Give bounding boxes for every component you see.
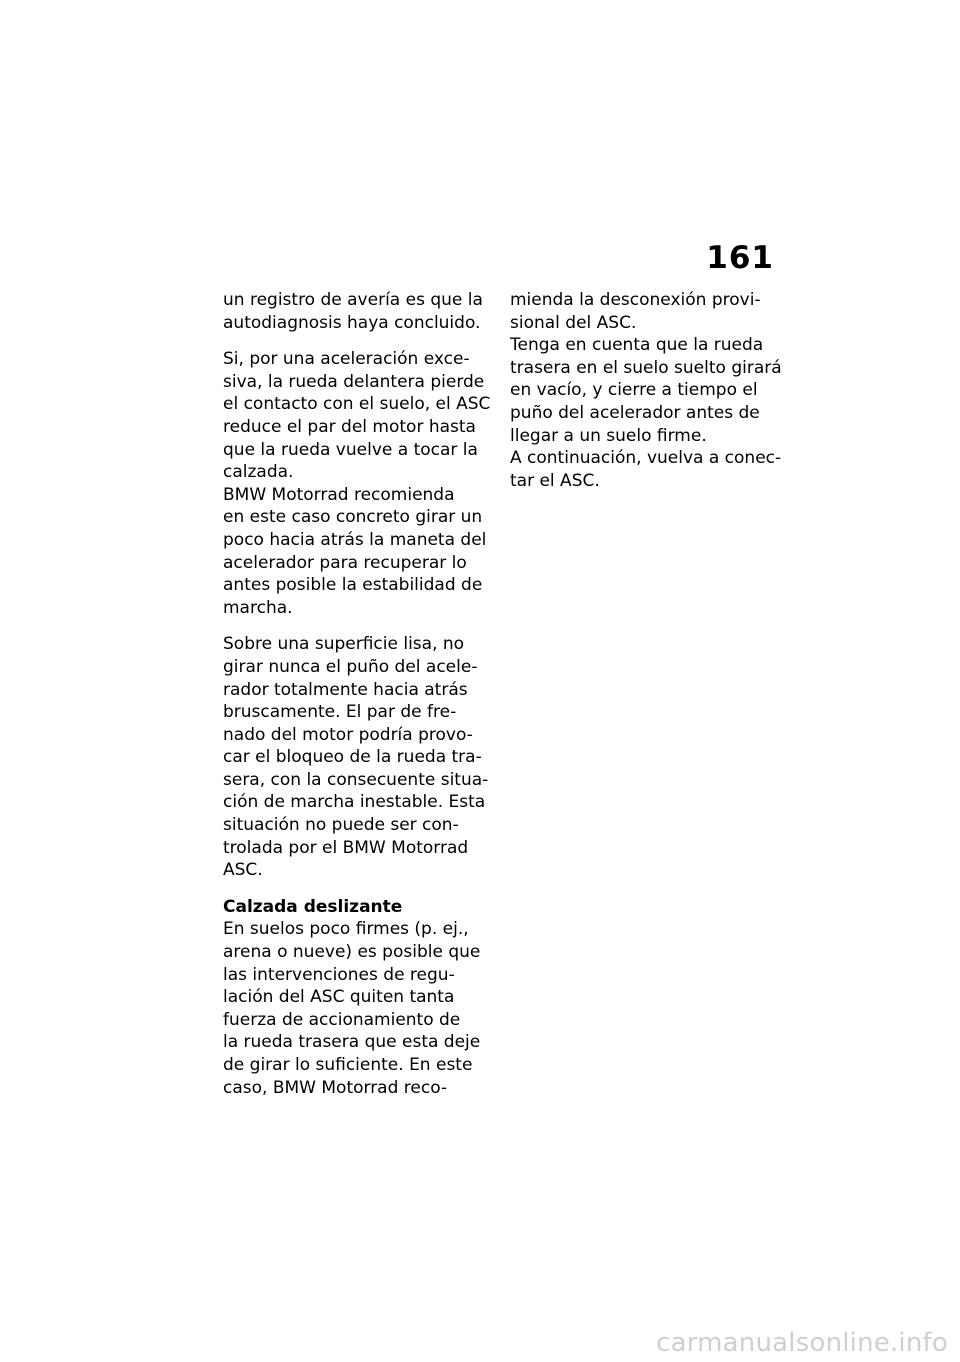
text-line: de girar lo suficiente. En este [223, 1055, 473, 1075]
text-line: BMW Motorrad recomienda [223, 484, 455, 505]
text-line: sera, con la consecuente situa- [223, 769, 489, 790]
text-line: acelerador para recuperar lo [223, 552, 467, 573]
text-line: fuerza de accionamiento de [223, 1009, 461, 1030]
paragraph [510, 289, 780, 334]
text-line: Si, por una aceleración exce- [223, 349, 470, 370]
text-line: Sobre una superficie lisa, no [223, 634, 465, 655]
text-line: que la rueda vuelve a tocar la [223, 439, 478, 460]
text-line: tar el ASC. [510, 470, 600, 491]
text-line: A continuación, vuelva a conec- [510, 448, 782, 469]
text-line: las intervenciones de regu- [223, 964, 455, 985]
text-line: antes posible la estabilidad de [223, 575, 483, 596]
text-line: siva, la rueda delantera pierde [223, 371, 485, 392]
text-line: ASC. [223, 860, 263, 881]
paragraph [510, 447, 780, 492]
text-line: ción de marcha inestable. Esta [223, 792, 486, 813]
text-line: el contacto con el suelo, el ASC [223, 394, 491, 415]
text-line: car el bloqueo de la rueda tra- [223, 747, 482, 768]
text-line: trolada por el BMW Motorrad [223, 837, 469, 858]
text-line: puño del acelerador antes de [510, 402, 760, 423]
text-line: mienda la desconexión provi- [510, 290, 761, 310]
text-line: un registro de avería es que la [223, 290, 483, 310]
text-line: en vacío, y cierre a tiempo el [510, 380, 758, 401]
text-line: llegar a un suelo firme. [510, 425, 707, 446]
paragraph [223, 348, 493, 484]
text-line: En suelos poco firmes (p. ej., [223, 919, 469, 940]
left-column [223, 289, 493, 1099]
text-line: calzada. [223, 462, 294, 483]
text-line: situación no puede ser con- [223, 815, 459, 836]
paragraph [223, 289, 493, 334]
watermark: carmanualsonline.info [656, 1328, 948, 1358]
text-line: bruscamente. El par de fre- [223, 702, 457, 723]
text-line: arena o nueve) es posible que [223, 942, 481, 963]
text-line: marcha. [223, 597, 293, 618]
text-line: sional del ASC. [510, 312, 637, 333]
right-column [510, 289, 780, 492]
text-line: reduce el par del motor hasta [223, 416, 476, 437]
text-line: rador totalmente hacia atrás [223, 679, 468, 700]
text-line: poco hacia atrás la maneta del [223, 529, 487, 550]
text-line: la rueda trasera que esta deje [223, 1032, 481, 1053]
text-line: Tenga en cuenta que la rueda [510, 335, 764, 356]
section [223, 896, 493, 1099]
text-line: caso, BMW Motorrad reco- [223, 1077, 448, 1098]
page-number: 161 [706, 240, 774, 276]
text-line: girar nunca el puño del acele- [223, 656, 478, 677]
text-line: autodiagnosis haya concluido. [223, 312, 481, 333]
paragraph [223, 633, 493, 882]
text-line: nado del motor podría provo- [223, 724, 473, 745]
paragraph [510, 334, 780, 447]
text-line: lación del ASC quiten tanta [223, 987, 455, 1008]
text-line: en este caso concreto girar un [223, 507, 483, 528]
text-line: trasera en el suelo suelto girará [510, 357, 782, 378]
paragraph [223, 484, 493, 620]
section-heading: Calzada deslizante [223, 896, 403, 917]
